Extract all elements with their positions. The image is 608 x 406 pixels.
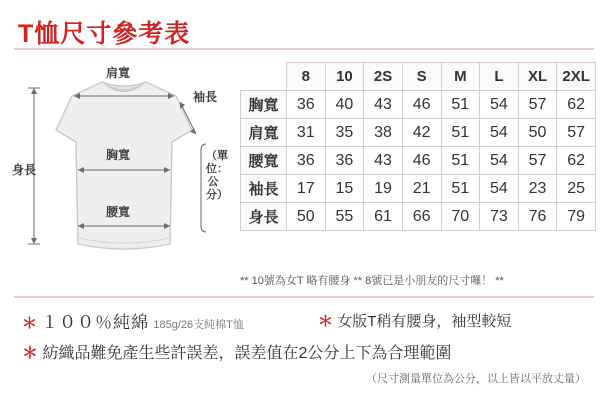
label-unit: （單位：公分） <box>206 150 228 201</box>
cell-waist-xl: 57 <box>518 147 557 175</box>
cell-length-2xl: 79 <box>557 203 596 231</box>
cell-waist-8: 36 <box>287 147 326 175</box>
cell-waist-m: 51 <box>441 147 480 175</box>
table-row <box>241 147 596 175</box>
cell-chest-xl: 57 <box>518 91 557 119</box>
bullet-star-icon: ＊ <box>22 345 39 362</box>
note-women-fit-text: 女版T稍有腰身，袖型較短 <box>337 313 512 330</box>
cell-chest-2s: 43 <box>364 91 403 119</box>
column-header-10: 10 <box>325 63 364 91</box>
note-material-text: １００％純綿 <box>41 313 150 332</box>
cell-shoulder-s: 42 <box>402 119 441 147</box>
note-tolerance-text: 紡織品難免產生些許誤差，誤差值在2公分上下為合理範圍 <box>42 345 452 362</box>
cell-shoulder-2s: 38 <box>364 119 403 147</box>
note-measure-method: （尺寸測量單位為公分，以上皆以平放丈量） <box>366 373 586 385</box>
size-table-wrapper <box>240 62 596 231</box>
column-header-8: 8 <box>287 63 326 91</box>
row-header-chest: 胸寬 <box>241 91 287 119</box>
bullet-star-icon: ＊ <box>22 315 38 332</box>
cell-sleeve-m: 51 <box>441 175 480 203</box>
cell-sleeve-2xl: 25 <box>557 175 596 203</box>
row-header-waist: 腰寬 <box>241 147 287 175</box>
cell-chest-10: 40 <box>325 91 364 119</box>
label-chest-width: 胸寬 <box>106 148 131 162</box>
cell-length-m: 70 <box>441 203 480 231</box>
note-material-sub: 185g/26支純棉T恤 <box>153 319 244 331</box>
column-header-2xl: 2XL <box>557 63 596 91</box>
cell-chest-l: 54 <box>480 91 519 119</box>
cell-length-10: 55 <box>325 203 364 231</box>
cell-shoulder-2xl: 57 <box>557 119 596 147</box>
column-header-m: M <box>441 63 480 91</box>
table-corner-cell <box>241 63 287 91</box>
column-header-2s: 2S <box>364 63 403 91</box>
cell-chest-s: 46 <box>402 91 441 119</box>
cell-shoulder-8: 31 <box>287 119 326 147</box>
cell-sleeve-2s: 19 <box>364 175 403 203</box>
page-title: T恤尺寸參考表 <box>18 20 191 48</box>
row-header-sleeve: 袖長 <box>241 175 287 203</box>
cell-shoulder-xl: 50 <box>518 119 557 147</box>
cell-waist-l: 54 <box>480 147 519 175</box>
column-header-xl: XL <box>518 63 557 91</box>
note-tolerance <box>22 340 451 363</box>
table-row <box>241 175 596 203</box>
title-divider <box>14 48 594 50</box>
label-body-length: 身長 <box>12 163 37 177</box>
cell-length-2s: 61 <box>364 203 403 231</box>
label-shoulder-width: 肩寬 <box>106 66 131 80</box>
cell-chest-8: 36 <box>287 91 326 119</box>
cell-shoulder-l: 54 <box>480 119 519 147</box>
cell-chest-m: 51 <box>441 91 480 119</box>
table-row <box>241 203 596 231</box>
cell-length-s: 66 <box>402 203 441 231</box>
size-table <box>240 62 596 231</box>
cell-sleeve-xl: 23 <box>518 175 557 203</box>
column-header-l: L <box>480 63 519 91</box>
cell-chest-2xl: 62 <box>557 91 596 119</box>
cell-sleeve-l: 54 <box>480 175 519 203</box>
cell-sleeve-s: 21 <box>402 175 441 203</box>
note-material <box>22 308 244 333</box>
cell-sleeve-10: 15 <box>325 175 364 203</box>
cell-shoulder-10: 35 <box>325 119 364 147</box>
row-header-length: 身長 <box>241 203 287 231</box>
table-header-row <box>241 63 596 91</box>
cell-waist-s: 46 <box>402 147 441 175</box>
bullet-star-icon: ＊ <box>318 313 334 330</box>
table-row <box>241 91 596 119</box>
cell-length-8: 50 <box>287 203 326 231</box>
note-women-fit <box>318 310 511 331</box>
row-header-shoulder: 肩寬 <box>241 119 287 147</box>
cell-length-xl: 76 <box>518 203 557 231</box>
cell-length-l: 73 <box>480 203 519 231</box>
cell-waist-2xl: 62 <box>557 147 596 175</box>
cell-waist-10: 36 <box>325 147 364 175</box>
label-waist-width: 腰寬 <box>106 205 131 219</box>
label-sleeve-length: 袖長 <box>193 90 218 104</box>
column-header-s: S <box>402 63 441 91</box>
cell-waist-2s: 43 <box>364 147 403 175</box>
tshirt-diagram <box>10 58 238 263</box>
cell-sleeve-8: 17 <box>287 175 326 203</box>
bottom-divider <box>14 296 594 298</box>
table-footnote: ** 10號為女T 略有腰身 ** 8號已是小朋友的尺寸囉！ ** <box>240 275 504 287</box>
table-row <box>241 119 596 147</box>
cell-shoulder-m: 51 <box>441 119 480 147</box>
